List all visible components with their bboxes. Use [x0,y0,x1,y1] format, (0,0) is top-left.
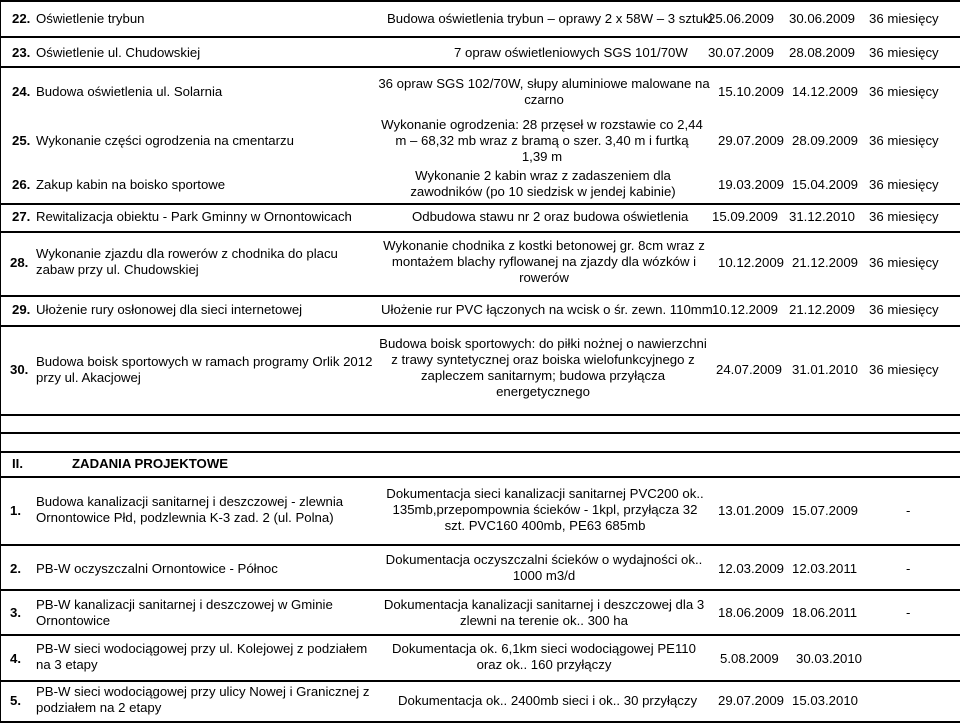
row-number: 26. [12,177,31,192]
row-number: 24. [12,84,31,99]
task-name: PB-W sieci wodociągowej przy ul. Kolejowej z podziałem na 3 etapy [36,641,368,672]
start-date: 5.08.2009 [720,651,779,666]
warranty: - [906,561,911,576]
task-name: Budowa kanalizacji sanitarnej i deszczowej - zlewnia Ornontowice Płd, podzlewnia K-3 zad. 2 (ul. Polna) [36,494,344,525]
warranty: 36 miesięcy [869,362,939,377]
row-divider [0,0,960,2]
row-number: 30. [10,362,29,377]
start-date: 10.12.2009 [712,302,779,317]
table-left-border [0,0,1,723]
start-date: 19.03.2009 [718,177,785,192]
task-name: Wykonanie części ogrodzenia na cmentarzu [36,133,294,148]
warranty: 36 miesięcy [869,84,939,99]
scope-text: Dokumentacja kanalizacji sanitarnej i deszczowej dla 3 zlewni na terenie ok.. 300 ha [383,597,705,628]
row-divider [0,432,960,434]
warranty: 36 miesięcy [869,45,939,60]
row-divider [0,476,960,478]
scope-text: Ułożenie rur PVC łączonych na wcisk o śr. zewn. 110mm [381,302,713,317]
start-date: 13.01.2009 [718,503,785,518]
task-name: PB-W sieci wodociągowej przy ulicy Nowej i Granicznej z podziałem na 2 etapy [36,684,370,715]
scope-text: 7 opraw oświetleniowych SGS 101/70W [454,45,688,60]
start-date: 29.07.2009 [718,133,785,148]
scope-text: Wykonanie ogrodzenia: 28 przęseł w rozstawie co 2,44 m – 68,32 mb wraz z bramą o szer. 3,40 m i furtką 1,39 m [381,117,703,164]
row-divider [0,589,960,591]
task-name: Budowa boisk sportowych w ramach programy Orlik 2012 przy ul. Akacjowej [36,354,373,385]
end-date: 31.01.2010 [792,362,859,377]
warranty: 36 miesięcy [869,255,939,270]
warranty: 36 miesięcy [869,11,939,26]
start-date: 25.06.2009 [708,11,775,26]
task-name: Ułożenie rury osłonowej dla sieci internetowej [36,302,303,317]
row-divider [0,414,960,416]
end-date: 30.06.2009 [789,11,856,26]
scope-text: Odbudowa stawu nr 2 oraz budowa oświetlenia [412,209,689,224]
task-name: Budowa oświetlenia ul. Solarnia [36,84,223,99]
scope-text: 36 opraw SGS 102/70W, słupy aluminiowe malowane na czarno [378,76,710,107]
end-date: 15.07.2009 [792,503,859,518]
end-date: 31.12.2010 [789,209,856,224]
row-number: 4. [10,651,21,666]
start-date: 15.09.2009 [712,209,779,224]
start-date: 24.07.2009 [716,362,783,377]
task-name: PB-W oczyszczalni Ornontowice - Północ [36,561,278,576]
start-date: 30.07.2009 [708,45,775,60]
end-date: 18.06.2011 [792,605,858,620]
warranty: 36 miesięcy [869,133,939,148]
row-divider [0,634,960,636]
row-number: 5. [10,693,21,708]
start-date: 12.03.2009 [718,561,785,576]
start-date: 29.07.2009 [718,693,785,708]
end-date: 28.09.2009 [792,133,859,148]
row-number: 28. [10,255,29,270]
row-number: 3. [10,605,21,620]
row-divider [0,231,960,233]
task-name: PB-W kanalizacji sanitarnej i deszczowej w Gminie Ornontowice [36,597,333,628]
row-number: 29. [12,302,31,317]
section-number: II. [12,456,23,471]
scope-text: Dokumentacja oczyszczalni ścieków o wydajności ok.. 1000 m3/d [385,552,703,583]
scope-text: Budowa boisk sportowych: do piłki nożnej o nawierzchni z trawy syntetycznej oraz boiska wielofunkcyjnego z zapleczem sanitarnym; budowa przyłącza energetycznego [379,336,707,399]
scope-text: Wykonanie chodnika z kostki betonowej gr. 8cm wraz z montażem blachy ryflowanej na zjazdy dla wózków i rowerów [383,238,705,285]
row-number: 2. [10,561,21,576]
end-date: 21.12.2009 [792,255,859,270]
row-divider [0,36,960,38]
start-date: 10.12.2009 [718,255,785,270]
warranty: - [906,503,911,518]
task-name: Zakup kabin na boisko sportowe [36,177,226,192]
scope-text: Dokumentacja ok. 6,1km sieci wodociągowej PE110 oraz ok.. 160 przyłączy [392,641,696,672]
scope-text: Budowa oświetlenia trybun – oprawy 2 x 58W – 3 sztuki [387,11,713,26]
task-name: Rewitalizacja obiektu - Park Gminny w Ornontowicach [36,209,352,224]
row-number: 25. [12,133,31,148]
row-divider [0,66,960,68]
row-divider [0,203,960,205]
row-number: 23. [12,45,31,60]
scope-text: Dokumentacja sieci kanalizacji sanitarnej PVC200 ok.. 135mb,przepompownia ścieków - 1kpl, przyłącza 32 szt. PVC160 400mb, PE63 685mb [386,486,704,533]
end-date: 14.12.2009 [792,84,859,99]
task-name: Wykonanie zjazdu dla rowerów z chodnika do placu zabaw przy ul. Chudowskiej [36,246,338,277]
section-title: ZADANIA PROJEKTOWE [72,456,229,471]
task-name: Oświetlenie trybun [36,11,145,26]
end-date: 12.03.2011 [792,561,858,576]
end-date: 15.03.2010 [792,693,859,708]
end-date: 15.04.2009 [792,177,859,192]
end-date: 28.08.2009 [789,45,856,60]
row-divider [0,451,960,453]
scope-text: Dokumentacja ok.. 2400mb sieci i ok.. 30 przyłączy [398,693,698,708]
row-number: 1. [10,503,21,518]
start-date: 15.10.2009 [718,84,785,99]
row-divider [0,325,960,327]
warranty: 36 miesięcy [869,209,939,224]
scope-text: Wykonanie 2 kabin wraz z zadaszeniem dla zawodników (po 10 siedzisk w jendej kabinie) [410,168,676,199]
warranty: 36 miesięcy [869,177,939,192]
end-date: 21.12.2009 [789,302,856,317]
start-date: 18.06.2009 [718,605,785,620]
row-number: 27. [12,209,31,224]
warranty: - [906,605,911,620]
end-date: 30.03.2010 [796,651,863,666]
row-divider [0,544,960,546]
warranty: 36 miesięcy [869,302,939,317]
task-name: Oświetlenie ul. Chudowskiej [36,45,201,60]
row-divider [0,295,960,297]
row-number: 22. [12,11,31,26]
row-divider [0,680,960,682]
